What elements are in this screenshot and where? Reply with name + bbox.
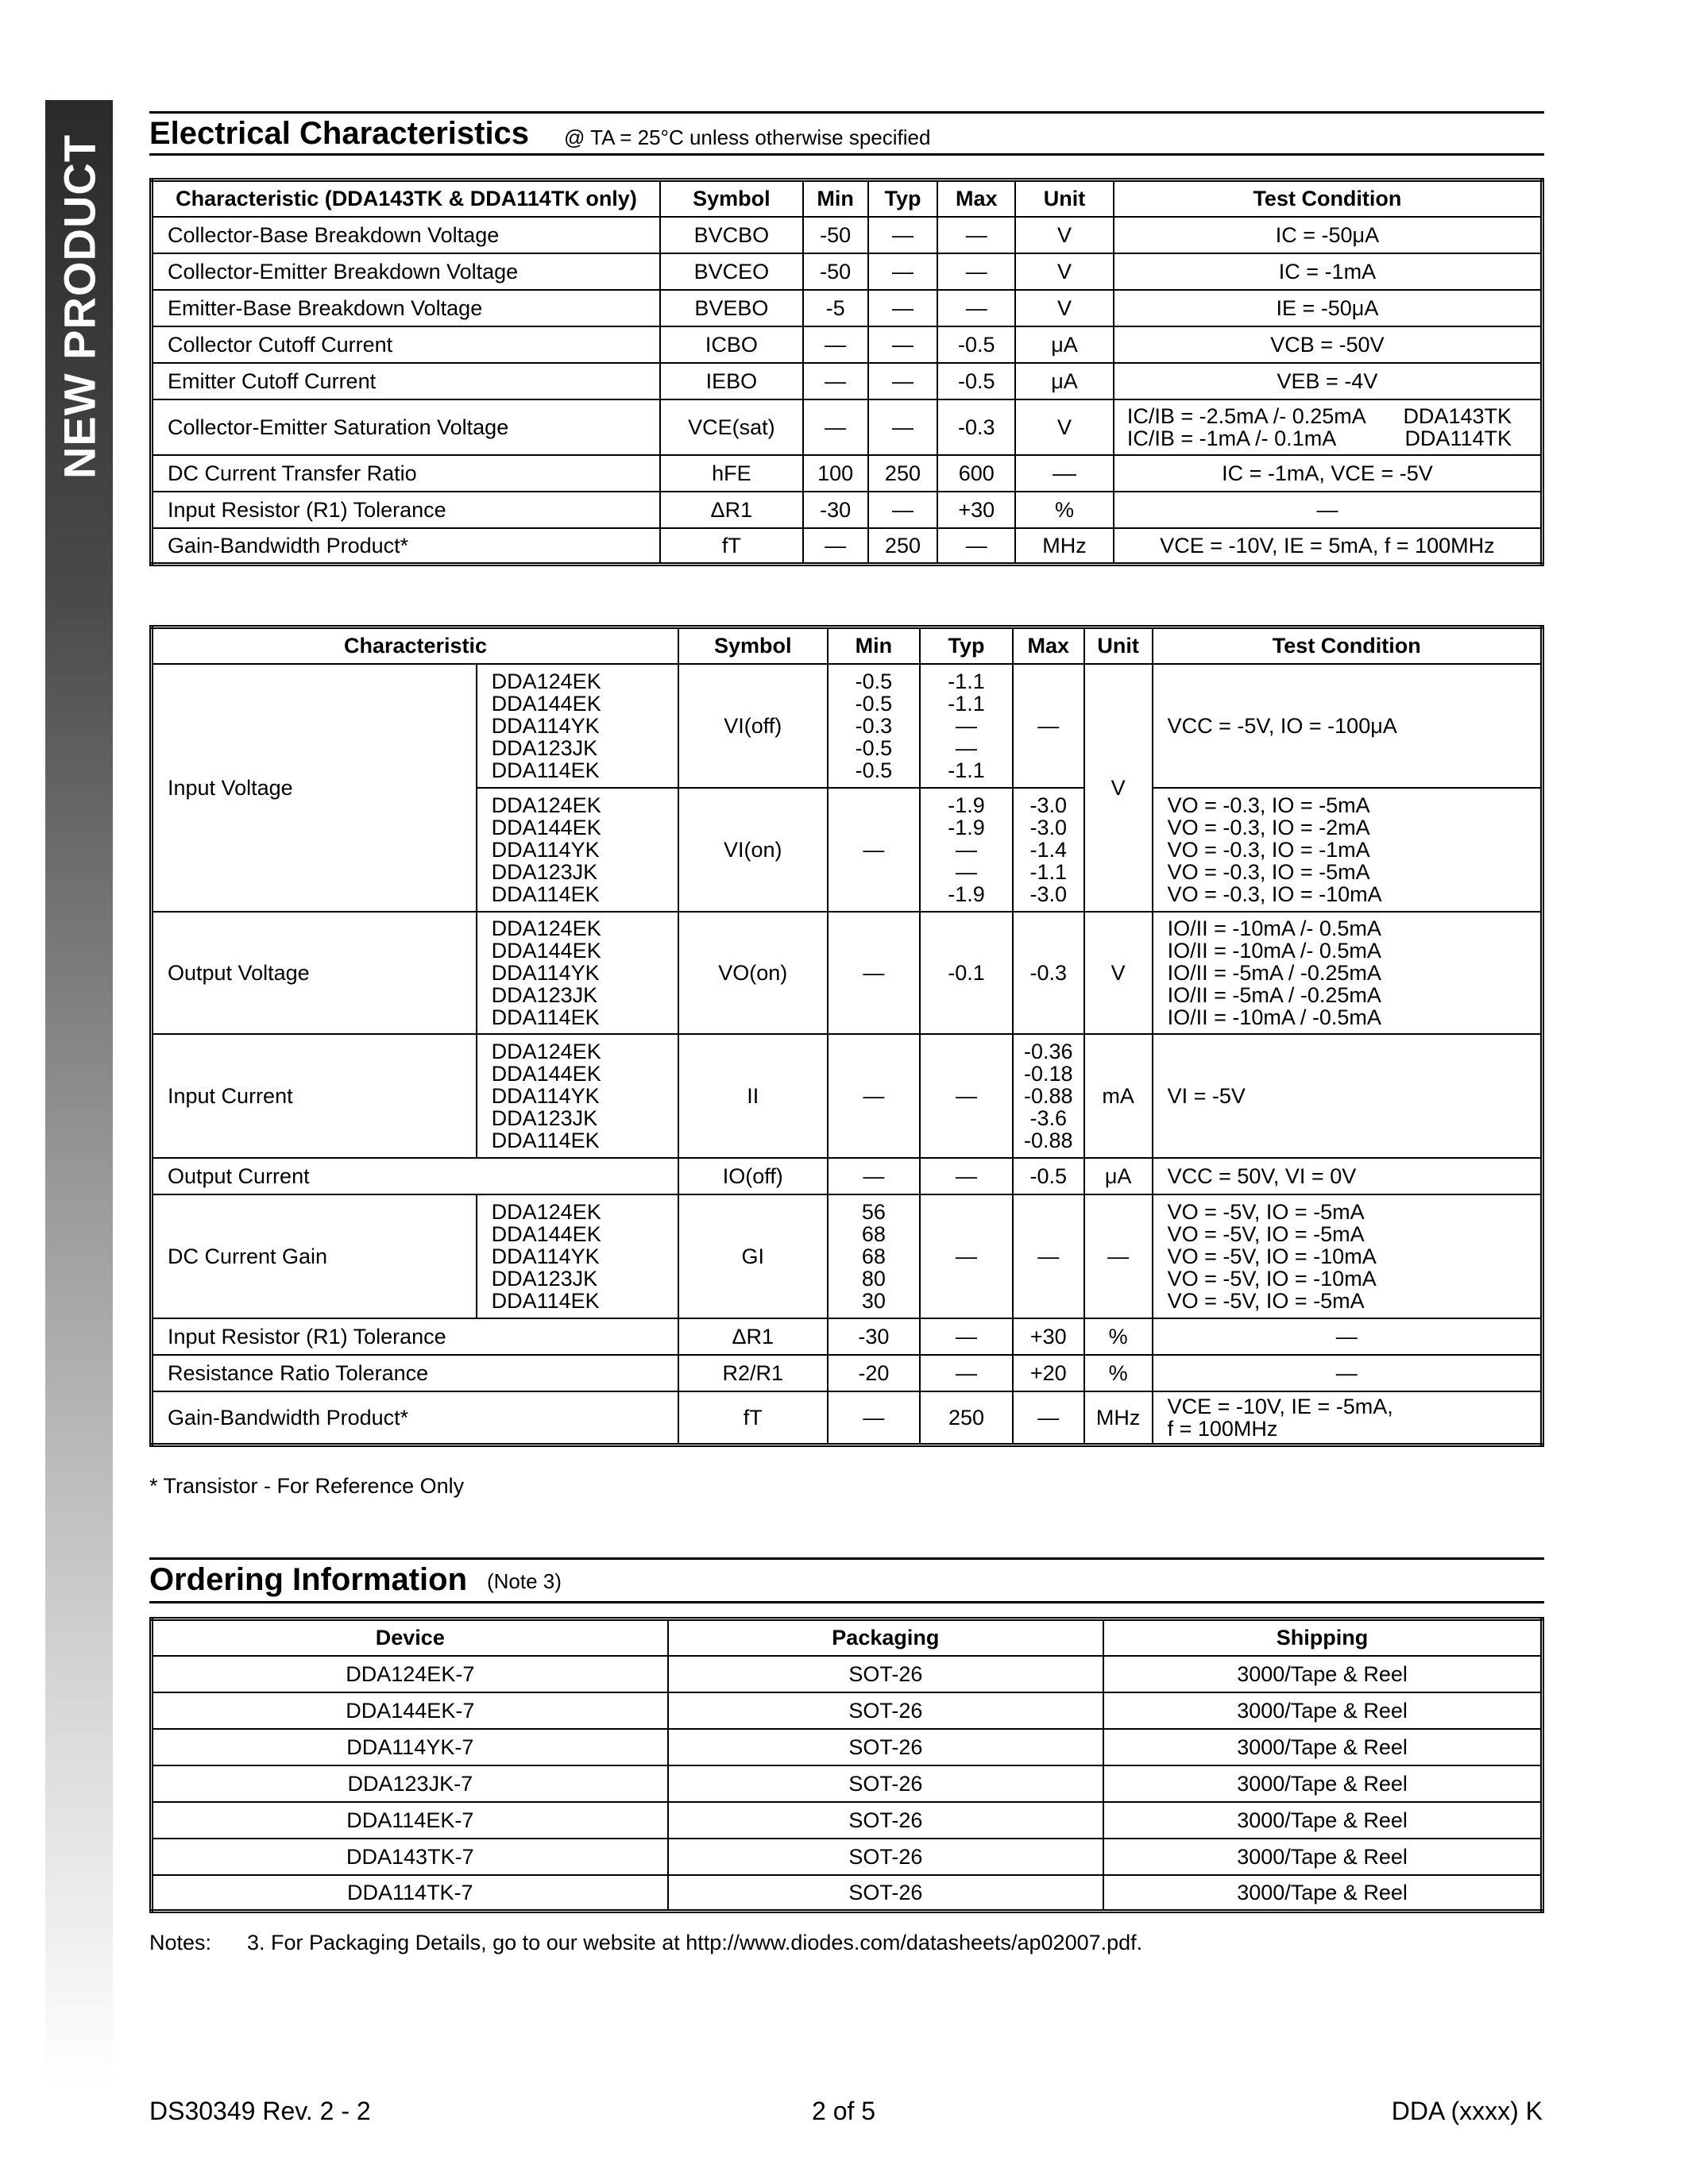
cell: Emitter-Base Breakdown Voltage — [152, 290, 661, 326]
cell: — — [868, 290, 938, 326]
table-header-row — [152, 627, 1543, 664]
cell: V — [1084, 664, 1153, 912]
condition: VO = -0.3, IO = -1mA — [1167, 837, 1370, 862]
cell: fT — [678, 1391, 828, 1445]
cell: — — [1013, 1194, 1084, 1318]
table-row — [152, 217, 1543, 253]
cell: μA — [1015, 326, 1114, 363]
device-name: DDA114TK — [1404, 426, 1512, 450]
cell: –– — [1015, 455, 1114, 492]
device-name: DDA143TK — [1403, 403, 1512, 428]
cell: DDA143TK-7 — [152, 1839, 668, 1875]
cell: VI(on) — [678, 788, 828, 912]
section-rule-bottom — [149, 153, 1544, 156]
value-list — [828, 664, 921, 788]
cell: DDA114EK-7 — [152, 1802, 668, 1839]
cell: 3000/Tape & Reel — [1103, 1656, 1542, 1692]
device-list — [477, 912, 678, 1034]
condition: VO = -0.3, IO = -5mA — [1167, 793, 1370, 817]
cell: Collector Cutoff Current — [152, 326, 661, 363]
value: -1.9 — [948, 882, 985, 906]
value: -1.9 — [948, 815, 985, 839]
cell: — — [937, 290, 1015, 326]
cell: -50 — [803, 253, 868, 290]
device-name: DDA144EK — [491, 691, 601, 716]
cell: DDA123JK-7 — [152, 1765, 668, 1802]
value-list — [828, 1194, 921, 1318]
value: -3.6 — [1029, 1106, 1067, 1130]
cell: VCC = 50V, VI = 0V — [1153, 1158, 1543, 1194]
cell: — — [1084, 1194, 1153, 1318]
cell: VO(on) — [678, 912, 828, 1034]
value: -0.88 — [1023, 1128, 1073, 1152]
col-header: Test Condition — [1114, 180, 1543, 217]
cell: IC = -1mA, VCE = -5V — [1114, 455, 1543, 492]
device-name: DDA123JK — [491, 735, 598, 760]
transistor-footnote: * Transistor - For Reference Only — [149, 1474, 465, 1498]
cell: — — [828, 1391, 921, 1445]
condition: VO = -5V, IO = -5mA — [1167, 1288, 1365, 1313]
table-row — [152, 399, 1543, 455]
cell: — — [803, 363, 868, 399]
device-list — [477, 664, 678, 788]
condition: IO/II = -10mA /- 0.5mA — [1167, 938, 1381, 963]
table-row — [152, 528, 1543, 565]
cell: Collector-Emitter Breakdown Voltage — [152, 253, 661, 290]
table-row — [152, 1802, 1543, 1839]
cell: Collector-Base Breakdown Voltage — [152, 217, 661, 253]
cell: 3000/Tape & Reel — [1103, 1729, 1542, 1765]
device-name: DDA123JK — [491, 1266, 598, 1291]
condition-line — [1119, 405, 1535, 427]
cell: 3000/Tape & Reel — [1103, 1765, 1542, 1802]
col-header: Shipping — [1103, 1619, 1542, 1656]
cell: +20 — [1013, 1355, 1084, 1391]
table-header-row — [152, 180, 1543, 217]
electrical-characteristics-condition: @ TA = 25°C unless otherwise specified — [564, 125, 931, 149]
new-product-banner — [45, 100, 113, 513]
cell: Output Voltage — [152, 912, 477, 1034]
condition: IC/IB = -2.5mA /- 0.25mA — [1126, 403, 1366, 428]
condition-list — [1153, 912, 1543, 1034]
cell: V — [1084, 912, 1153, 1034]
new-product-label: NEW PRODUCT — [54, 133, 104, 480]
table-row — [152, 1765, 1543, 1802]
value: -0.5 — [855, 669, 893, 693]
cell: DDA124EK-7 — [152, 1656, 668, 1692]
cell: -50 — [803, 217, 868, 253]
cell: IC = -1mA — [1114, 253, 1543, 290]
table-row — [152, 1656, 1543, 1692]
value: -3.0 — [1029, 815, 1067, 839]
cell: -30 — [828, 1318, 921, 1355]
characteristics-table-tk — [149, 178, 1544, 566]
value: -0.36 — [1023, 1039, 1073, 1063]
cell: -0.3 — [937, 399, 1015, 455]
table-row — [152, 455, 1543, 492]
table-row — [152, 1692, 1543, 1729]
value: -1.1 — [948, 691, 985, 716]
cell: -30 — [803, 492, 868, 528]
table-row — [152, 1158, 1543, 1194]
cell: BVCEO — [660, 253, 803, 290]
characteristics-table-ek — [149, 625, 1544, 1447]
col-header: Device — [152, 1619, 668, 1656]
cell: VCC = -5V, IO = -100μA — [1153, 664, 1543, 788]
cell: Collector-Emitter Saturation Voltage — [152, 399, 661, 455]
device-name: DDA144EK — [491, 1061, 601, 1086]
cell: — — [1153, 1318, 1543, 1355]
cell: Gain-Bandwidth Product* — [152, 1391, 679, 1445]
value: -1.1 — [948, 669, 985, 693]
table-row — [152, 253, 1543, 290]
cell: — — [868, 363, 938, 399]
section-rule-top — [149, 1557, 1544, 1560]
condition: VO = -0.3, IO = -2mA — [1167, 815, 1370, 839]
cell: — — [937, 217, 1015, 253]
cell: VCB = -50V — [1114, 326, 1543, 363]
table-row — [152, 1355, 1543, 1391]
cell: SOT-26 — [668, 1875, 1103, 1912]
table-row — [152, 1034, 1543, 1158]
cell: μA — [1015, 363, 1114, 399]
cell: mA — [1084, 1034, 1153, 1158]
device-name: DDA124EK — [491, 916, 601, 940]
cell: -20 — [828, 1355, 921, 1391]
condition: VO = -0.3, IO = -5mA — [1167, 859, 1370, 884]
device-name: DDA114EK — [491, 1005, 600, 1029]
condition-list — [1153, 1194, 1543, 1318]
col-header: Max — [1013, 627, 1084, 664]
value: -0.5 — [855, 758, 893, 782]
condition: IO/II = -10mA / -0.5mA — [1167, 1005, 1381, 1029]
value: -1.1 — [948, 758, 985, 782]
value-list — [920, 788, 1013, 912]
value: — — [955, 713, 977, 738]
cell: -0.5 — [937, 326, 1015, 363]
cell: — — [920, 1034, 1013, 1158]
cell: BVEBO — [660, 290, 803, 326]
value: -1.4 — [1029, 837, 1067, 862]
table-row — [152, 492, 1543, 528]
cell: V — [1015, 290, 1114, 326]
cell: 3000/Tape & Reel — [1103, 1802, 1542, 1839]
cell: — — [1153, 1355, 1543, 1391]
cell: — — [920, 1318, 1013, 1355]
cell: -0.5 — [937, 363, 1015, 399]
cell: hFE — [660, 455, 803, 492]
notes-label: Notes: — [149, 1931, 212, 1954]
condition-line — [1119, 427, 1535, 450]
value-list — [920, 664, 1013, 788]
cell: 3000/Tape & Reel — [1103, 1692, 1542, 1729]
col-header: Characteristic (DDA143TK & DDA114TK only) — [152, 180, 661, 217]
cell: 100 — [803, 455, 868, 492]
cell: IO(off) — [678, 1158, 828, 1194]
value: — — [955, 837, 977, 862]
device-name: DDA114EK — [491, 882, 600, 906]
cell: SOT-26 — [668, 1692, 1103, 1729]
cell: — — [868, 326, 938, 363]
cell: Input Resistor (R1) Tolerance — [152, 492, 661, 528]
table-row — [152, 363, 1543, 399]
cell: — — [828, 912, 921, 1034]
cell: MHz — [1084, 1391, 1153, 1445]
footer-document-id: DS30349 Rev. 2 - 2 — [149, 2097, 371, 2125]
cell: 3000/Tape & Reel — [1103, 1875, 1542, 1912]
cell: 250 — [868, 455, 938, 492]
condition: IO/II = -10mA /- 0.5mA — [1167, 916, 1381, 940]
cell: VI = -5V — [1153, 1034, 1543, 1158]
value: — — [955, 735, 977, 760]
condition: IO/II = -5mA / -0.25mA — [1167, 982, 1381, 1007]
electrical-characteristics-title: Electrical Characteristics — [149, 116, 530, 151]
value: -0.18 — [1023, 1061, 1073, 1086]
cell: Input Current — [152, 1034, 477, 1158]
condition: VO = -5V, IO = -10mA — [1167, 1266, 1377, 1291]
cell: — — [868, 492, 938, 528]
value: 30 — [861, 1288, 886, 1313]
device-name: DDA114YK — [491, 1244, 600, 1268]
cell: — — [937, 253, 1015, 290]
table-row — [152, 326, 1543, 363]
footer-page-number: 2 of 5 — [812, 2097, 876, 2125]
table-row — [152, 1391, 1543, 1445]
col-header: Max — [937, 180, 1015, 217]
value: -3.0 — [1029, 882, 1067, 906]
device-name: DDA123JK — [491, 1106, 598, 1130]
table-row — [152, 1318, 1543, 1355]
cell: IC = -50μA — [1114, 217, 1543, 253]
col-header: Symbol — [678, 627, 828, 664]
value: — — [955, 859, 977, 884]
condition: IC/IB = -1mA /- 0.1mA — [1126, 426, 1337, 450]
device-name: DDA124EK — [491, 1039, 601, 1063]
col-header: Symbol — [660, 180, 803, 217]
condition: f = 100MHz — [1167, 1416, 1278, 1441]
cell: — — [920, 1158, 1013, 1194]
cell: R2/R1 — [678, 1355, 828, 1391]
device-name: DDA114YK — [491, 1083, 600, 1108]
device-name: DDA123JK — [491, 859, 598, 884]
cell: GI — [678, 1194, 828, 1318]
cell: IEBO — [660, 363, 803, 399]
cell: DC Current Transfer Ratio — [152, 455, 661, 492]
cell: VEB = -4V — [1114, 363, 1543, 399]
ordering-note-reference: (Note 3) — [487, 1569, 562, 1593]
condition-list — [1153, 1391, 1543, 1445]
device-name: DDA144EK — [491, 938, 601, 963]
cell: V — [1015, 399, 1114, 455]
value-list — [1013, 788, 1084, 912]
cell: SOT-26 — [668, 1802, 1103, 1839]
packaging-note: 3. For Packaging Details, go to our website at http://www.diodes.com/datasheets/ap02007.pdf. — [247, 1931, 1143, 1954]
value: -3.0 — [1029, 793, 1067, 817]
cell: 250 — [868, 528, 938, 565]
ordering-table — [149, 1617, 1544, 1913]
cell: VI(off) — [678, 664, 828, 788]
col-header: Test Condition — [1153, 627, 1543, 664]
device-name: DDA114YK — [491, 837, 600, 862]
condition-list — [1153, 788, 1543, 912]
table-row — [152, 1875, 1543, 1912]
cell: -0.1 — [920, 912, 1013, 1034]
cell: DDA144EK-7 — [152, 1692, 668, 1729]
cell: — — [1013, 1391, 1084, 1445]
cell: SOT-26 — [668, 1656, 1103, 1692]
value: -0.5 — [855, 691, 893, 716]
cell: -5 — [803, 290, 868, 326]
cell: Emitter Cutoff Current — [152, 363, 661, 399]
cell: -0.3 — [1013, 912, 1084, 1034]
cell: — — [803, 528, 868, 565]
cell: — — [803, 399, 868, 455]
cell: +30 — [1013, 1318, 1084, 1355]
cell: +30 — [937, 492, 1015, 528]
value: -0.88 — [1023, 1083, 1073, 1108]
condition: IO/II = -5mA / -0.25mA — [1167, 960, 1381, 985]
cell: ΔR1 — [678, 1318, 828, 1355]
cell: DDA114YK-7 — [152, 1729, 668, 1765]
cell: μA — [1084, 1158, 1153, 1194]
cell: -0.5 — [1013, 1158, 1084, 1194]
ordering-information-title: Ordering Information — [149, 1562, 467, 1597]
cell: — — [868, 217, 938, 253]
cell: fT — [660, 528, 803, 565]
cell: VCE(sat) — [660, 399, 803, 455]
cell: — — [1013, 664, 1084, 788]
cell: Input Voltage — [152, 664, 477, 912]
condition: VO = -5V, IO = -5mA — [1167, 1221, 1365, 1246]
cell: — — [868, 253, 938, 290]
table-header-row — [152, 1619, 1543, 1656]
cell: MHz — [1015, 528, 1114, 565]
device-name: DDA114EK — [491, 758, 600, 782]
cell: ICBO — [660, 326, 803, 363]
value: -1.1 — [1029, 859, 1067, 884]
cell: IE = -50μA — [1114, 290, 1543, 326]
device-name: DDA124EK — [491, 793, 601, 817]
cell: SOT-26 — [668, 1765, 1103, 1802]
cell: — — [937, 528, 1015, 565]
value-list — [1013, 1034, 1084, 1158]
cell: % — [1015, 492, 1114, 528]
device-name: DDA114YK — [491, 960, 600, 985]
cell: SOT-26 — [668, 1839, 1103, 1875]
footer-part-number: DDA (xxxx) K — [1391, 2097, 1543, 2125]
cell: % — [1084, 1355, 1153, 1391]
col-header: Packaging — [668, 1619, 1103, 1656]
cell: — — [1114, 492, 1543, 528]
condition: VO = -5V, IO = -5mA — [1167, 1199, 1365, 1224]
value: -0.5 — [855, 735, 893, 760]
col-header: Unit — [1084, 627, 1153, 664]
cell: — — [828, 788, 921, 912]
device-name: DDA144EK — [491, 815, 601, 839]
section-rule-top — [149, 111, 1544, 114]
device-name: DDA114EK — [491, 1128, 600, 1152]
value: 56 — [861, 1199, 886, 1224]
saturation-conditions — [1114, 399, 1543, 455]
value: 68 — [861, 1244, 886, 1268]
cell: — — [920, 1194, 1013, 1318]
device-name: DDA124EK — [491, 1199, 601, 1224]
cell: — — [920, 1355, 1013, 1391]
cell: V — [1015, 217, 1114, 253]
device-name: DDA123JK — [491, 982, 598, 1007]
cell: BVCBO — [660, 217, 803, 253]
condition: VO = -0.3, IO = -10mA — [1167, 882, 1382, 906]
cell: DC Current Gain — [152, 1194, 477, 1318]
cell: DDA114TK-7 — [152, 1875, 668, 1912]
cell: SOT-26 — [668, 1729, 1103, 1765]
col-header: Characteristic — [152, 627, 679, 664]
cell: — — [828, 1158, 921, 1194]
cell: V — [1015, 253, 1114, 290]
device-name: DDA114YK — [491, 713, 600, 738]
col-header: Min — [803, 180, 868, 217]
table-row — [152, 1839, 1543, 1875]
value: -1.9 — [948, 793, 985, 817]
table-row — [152, 664, 1543, 788]
device-list — [477, 788, 678, 912]
cell: Resistance Ratio Tolerance — [152, 1355, 679, 1391]
cell: 3000/Tape & Reel — [1103, 1839, 1542, 1875]
cell: Input Resistor (R1) Tolerance — [152, 1318, 679, 1355]
condition: VCE = -10V, IE = -5mA, — [1167, 1394, 1393, 1418]
col-header: Unit — [1015, 180, 1114, 217]
cell: — — [803, 326, 868, 363]
value: 68 — [861, 1221, 886, 1246]
section-rule-bottom — [149, 1601, 1544, 1603]
table-row — [152, 912, 1543, 1034]
cell: 250 — [920, 1391, 1013, 1445]
device-list — [477, 1034, 678, 1158]
cell: ΔR1 — [660, 492, 803, 528]
device-list — [477, 1194, 678, 1318]
cell: % — [1084, 1318, 1153, 1355]
col-header: Typ — [868, 180, 938, 217]
table-row — [152, 290, 1543, 326]
cell: — — [828, 1034, 921, 1158]
condition: VO = -5V, IO = -10mA — [1167, 1244, 1377, 1268]
cell: 600 — [937, 455, 1015, 492]
table-row — [152, 1194, 1543, 1318]
cell: — — [868, 399, 938, 455]
value: 80 — [861, 1266, 886, 1291]
cell: Gain-Bandwidth Product* — [152, 528, 661, 565]
col-header: Typ — [920, 627, 1013, 664]
cell: II — [678, 1034, 828, 1158]
device-name: DDA124EK — [491, 669, 601, 693]
device-name: DDA114EK — [491, 1288, 600, 1313]
device-name: DDA144EK — [491, 1221, 601, 1246]
cell: Output Current — [152, 1158, 679, 1194]
cell: VCE = -10V, IE = 5mA, f = 100MHz — [1114, 528, 1543, 565]
value: -0.3 — [855, 713, 893, 738]
col-header: Min — [828, 627, 921, 664]
table-row — [152, 1729, 1543, 1765]
